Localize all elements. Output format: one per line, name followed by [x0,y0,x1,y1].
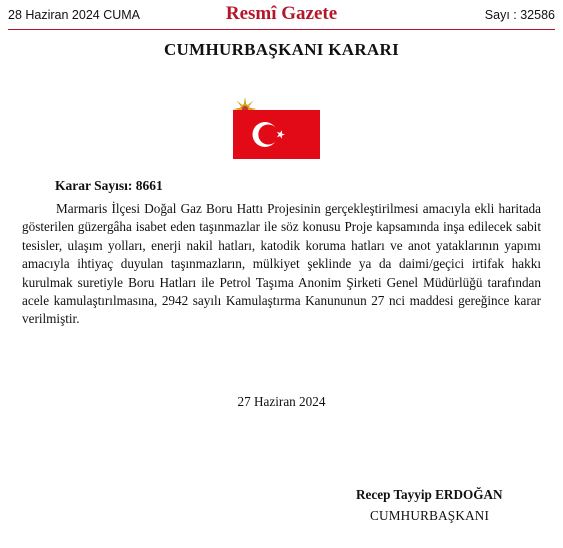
gazette-masthead: Resmî Gazete [225,3,338,24]
decision-number: Karar Sayısı: 8661 [55,178,163,193]
signer-title: CUMHURBAŞKANI [370,508,490,523]
issue-date: 28 Haziran 2024 CUMA [8,8,141,22]
gazette-header [8,0,555,30]
header-divider [8,29,555,30]
signer-name: Recep Tayyip ERDOĞAN [356,487,503,502]
issue-number: Sayı : 32586 [484,8,555,22]
signature-date: 27 Haziran 2024 [237,394,326,409]
document-title: CUMHURBAŞKANI KARARI [163,40,400,59]
decision-body: Marmaris İlçesi Doğal Gaz Boru Hattı Projesinin gerçekleştirilmesi amacıyla ekli haritada gösterilen güzergâha isabet eden taşınmazlar ile söz konusu Proje kapsamında inşa edilecek sabit tesisler, ulaşım yolları, enerji nakil hatları, katodik koruma hatları ve anot yataklarının yapımı amacıyla ihtiyaç duyulan taşınmazların, mülkiyet şeklinde ya da daimi/geçici irtifak hakkı kurulmak suretiyle Boru Hatları ile Petrol Taşıma Anonim Şirketi Genel Müdürlüğü tarafından acele kamulaştırılmasına, 2942 sayılı Kamulaştırma Kanununun 27 nci maddesi gereğince karar verilmiştir. [22,201,541,327]
turkish-flag-icon [233,110,320,159]
